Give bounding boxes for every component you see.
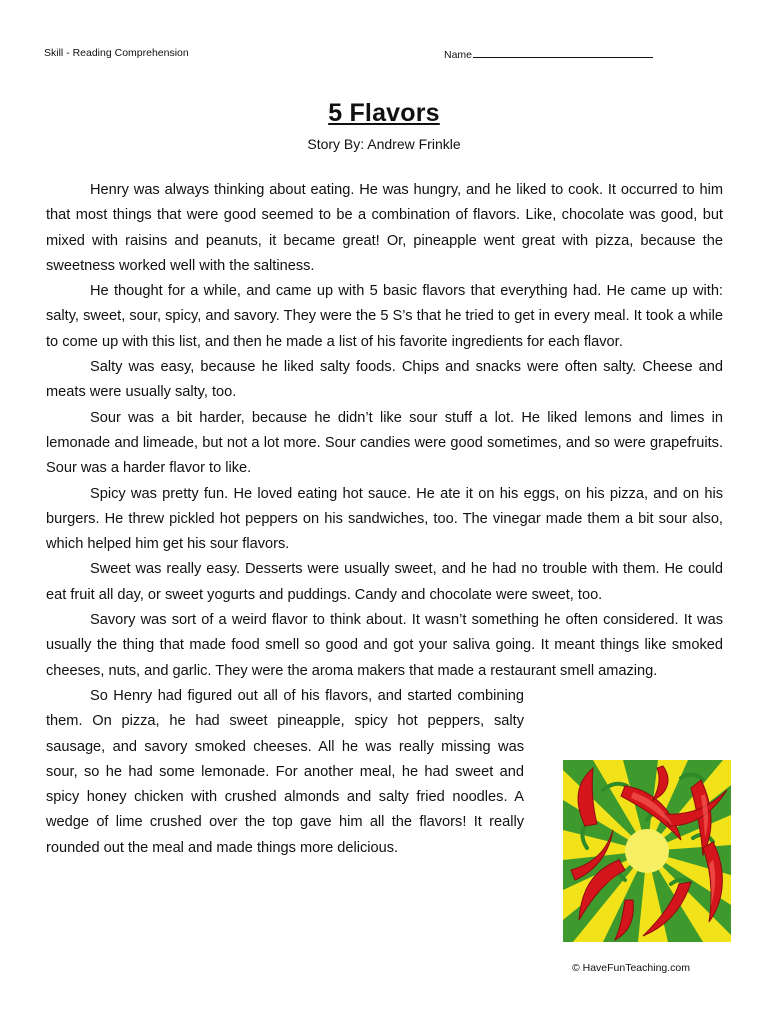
story-paragraph: Spicy was pretty fun. He loved eating hot sauce. He ate it on his eggs, on his pizza, and on his burgers. He threw pickled hot peppers on his sandwiches, too. The vinegar made them a bit sour also, which helped him get his sour flavors. xyxy=(46,485,723,553)
name-label: Name xyxy=(444,49,473,61)
copyright-footer: © HaveFunTeaching.com xyxy=(571,962,690,974)
chili-peppers-icon xyxy=(563,760,731,942)
story-paragraph: Savory was sort of a weird flavor to think about. It wasn’t something he often considered. It was usually the thing that made food smell so good and got your saliva going. It meant things like smoked cheeses, nuts, and garlic. They were the aroma makers that made a restaurant smell amazing. xyxy=(46,612,723,679)
story-paragraph: Sweet was really easy. Desserts were usually sweet, and he had no trouble with them. He could eat fruit all day, or sweet yogurts and puddings. Candy and chocolate were sweet, too. xyxy=(46,561,723,603)
chili-peppers-illustration xyxy=(563,760,731,942)
skill-label: Skill - Reading Comprehension xyxy=(44,47,189,59)
story-byline: Story By: Andrew Frinkle xyxy=(307,136,461,152)
story-paragraph: So Henry had figured out all of his flavors, and started combining them. On pizza, he had sweet pineapple, spicy hot peppers, salty sausage, and savory smoked cheeses. All he was really missing was sour, so he had some lemonade. For another meal, he had sweet and spicy honey chicken with crushed almonds and salty fried noodles. A wedge of lime crushed over the top gave him all the flavors! It really rounded out the meal and made things more delicious. xyxy=(46,687,524,856)
story-paragraph: Sour was a bit harder, because he didn’t like sour stuff a lot. He liked lemons and limes in lemonade and limeade, but not a lot more. Sour candies were good sometimes, and so were grapefruits. Sour was a harder flavor to like. xyxy=(46,409,723,477)
story-title: 5 Flavors xyxy=(328,99,440,127)
name-field xyxy=(444,47,653,61)
name-blank-line xyxy=(473,47,653,58)
story-paragraph: Henry was always thinking about eating. He was hungry, and he liked to cook. It occurred to him that most things that were good seemed to be a combination of flavors. Like, chocolate was good, but mixed with raisins and peanuts, it became great! Or, pineapple went great with pizza, because the sweetness worked well with the saltiness. xyxy=(46,182,723,274)
story-paragraph: He thought for a while, and came up with 5 basic flavors that everything had. He came up with: salty, sweet, sour, spicy, and savory. They were the 5 S’s that he tried to get in every meal. It took a while to come up with this list, and then he made a list of his favorite ingredients for each flavor. xyxy=(46,283,723,350)
story-body xyxy=(46,178,723,861)
page-header xyxy=(44,47,724,63)
story-paragraph: Salty was easy, because he liked salty foods. Chips and snacks were often salty. Cheese and meats were usually salty, too. xyxy=(46,359,723,401)
